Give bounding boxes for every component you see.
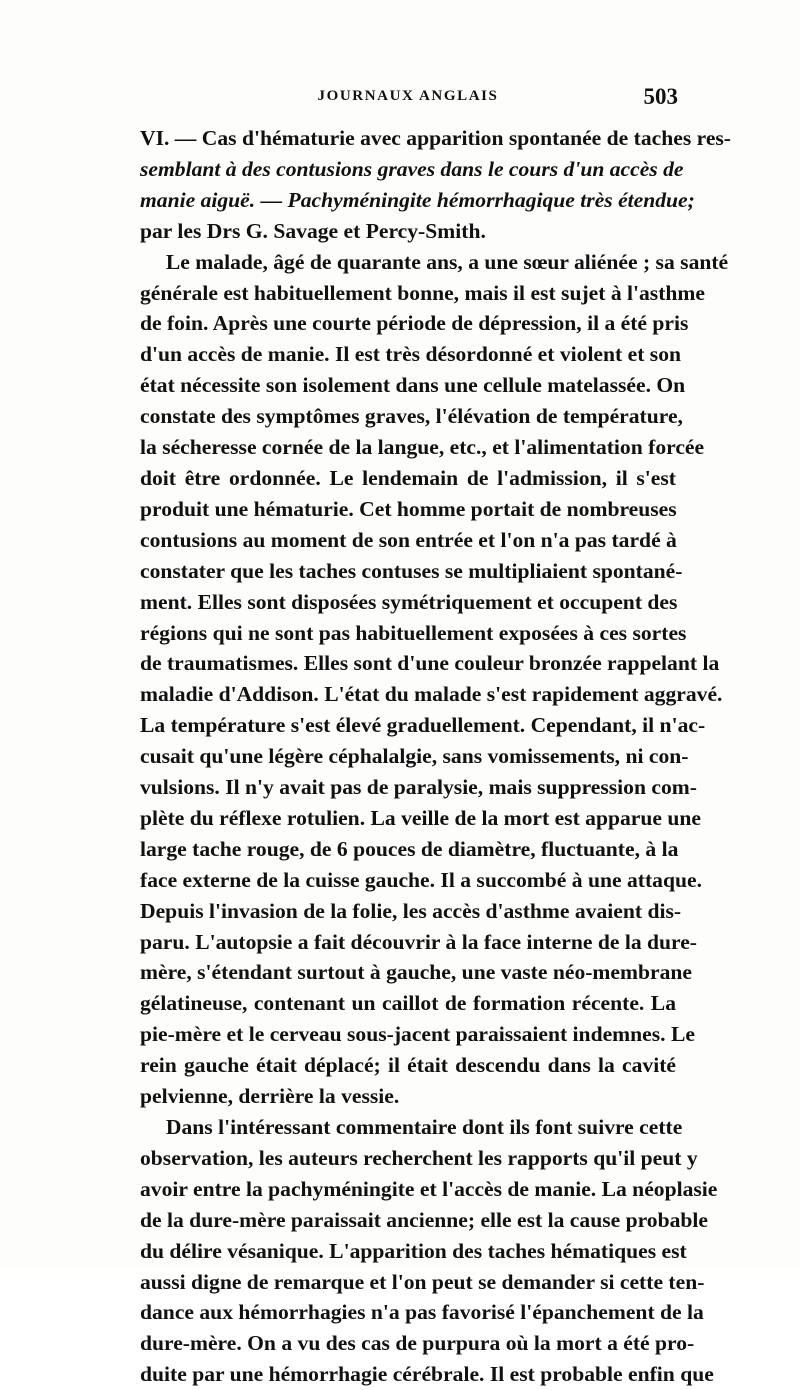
text-line: constate des symptômes graves, l'élévation de température, bbox=[140, 404, 683, 429]
text-line: pelvienne, derrière la vessie. bbox=[140, 1084, 400, 1109]
text-line: constater que les taches contuses se multipliaient spontané- bbox=[140, 558, 683, 583]
text-line: rein gauche était déplacé; il était descendu dans la cavité bbox=[140, 1053, 676, 1078]
article-heading bbox=[140, 123, 732, 247]
text-line: d'un accès de manie. Il est très désordonné et violent et son bbox=[140, 342, 682, 367]
text-line: générale est habituellement bonne, mais il est sujet à l'asthme bbox=[140, 280, 705, 305]
text-line: de la dure-mère paraissait ancienne; elle est la cause probable bbox=[140, 1207, 708, 1232]
text-line: doit être ordonnée. Le lendemain de l'admission, il s'est bbox=[140, 465, 676, 490]
text-line: cusait qu'une légère céphalalgie, sans vomissements, ni con- bbox=[140, 744, 689, 769]
text-line: duite par une hémorrhagie cérébrale. Il est probable enfin que bbox=[140, 1362, 714, 1387]
text-line: observation, les auteurs recherchent les rapports qu'il peut y bbox=[140, 1145, 698, 1170]
paragraph-case-report bbox=[140, 247, 729, 1112]
text-line: Dans l'intéressant commentaire dont ils font suivre cette bbox=[165, 1115, 683, 1139]
text-line: de foin. Après une courte période de dépression, il a été pris bbox=[140, 311, 689, 336]
running-title: JOURNAUX ANGLAIS bbox=[317, 88, 499, 104]
text-line: Depuis l'invasion de la folie, les accès d'asthme avaient dis- bbox=[140, 898, 682, 923]
text-line: état nécessite son isolement dans une cellule matelassée. On bbox=[140, 373, 686, 398]
text-line: dure-mère. On a vu des cas de purpura où la mort a été pro- bbox=[140, 1331, 695, 1356]
text-line: dance aux hémorrhagies n'a pas favorisé l'épanchement de la bbox=[140, 1300, 704, 1325]
text-line: La température s'est élevé graduellement. Cependant, il n'ac- bbox=[140, 713, 706, 738]
text-line: face externe de la cuisse gauche. Il a succombé à une attaque. bbox=[140, 867, 702, 892]
text-line: vulsions. Il n'y avait pas de paralysie, mais suppression com- bbox=[140, 775, 697, 800]
article-body bbox=[140, 123, 732, 1390]
paragraph-commentary bbox=[140, 1112, 718, 1390]
text-line: du délire vésanique. L'apparition des taches hématiques est bbox=[140, 1238, 687, 1263]
running-header bbox=[138, 84, 678, 120]
text-line: de traumatismes. Elles sont d'une couleur bronzée rappelant la bbox=[140, 651, 720, 676]
text-line: paru. L'autopsie a fait découvrir à la face interne de la dure- bbox=[140, 929, 697, 954]
text-line: la sécheresse cornée de la langue, etc., et l'alimentation forcée bbox=[140, 435, 705, 460]
text-line: maladie d'Addison. L'état du malade s'est rapidement aggravé. bbox=[140, 682, 723, 707]
text-line: contusions au moment de son entrée et l'on n'a pas tardé à bbox=[140, 527, 677, 552]
text-line: aussi digne de remarque et l'on peut se demander si cette ten- bbox=[140, 1269, 705, 1294]
text-line: plète du réflexe rotulien. La veille de la mort est apparue une bbox=[140, 805, 701, 830]
text-line: mère, s'étendant surtout à gauche, une vaste néo-membrane bbox=[140, 960, 692, 985]
heading-line: manie aiguë. — Pachyméningite hémorrhagique très étendue; bbox=[140, 187, 695, 212]
text-line: pie-mère et le cerveau sous-jacent paraissaient indemnes. Le bbox=[140, 1022, 695, 1047]
text-line: ment. Elles sont disposées symétriquement et occupent des bbox=[140, 589, 678, 614]
text-line: large tache rouge, de 6 pouces de diamètre, fluctuante, à la bbox=[140, 836, 679, 861]
page-number: 503 bbox=[643, 84, 678, 109]
text-line: produit une hématurie. Cet homme portait de nombreuses bbox=[140, 496, 677, 521]
text-line: gélatineuse, contenant un caillot de formation récente. La bbox=[140, 991, 676, 1016]
text-line: régions qui ne sont pas habituellement exposées à ces sortes bbox=[140, 620, 687, 645]
text-line: avoir entre la pachyméningite et l'accès de manie. La néoplasie bbox=[140, 1176, 718, 1201]
heading-line: VI. — Cas d'hématurie avec apparition spontanée de taches res- bbox=[140, 126, 732, 150]
heading-line: semblant à des contusions graves dans le cours d'un accès de bbox=[140, 156, 684, 181]
heading-line: par les Drs G. Savage et Percy-Smith. bbox=[140, 218, 486, 243]
text-line: Le malade, âgé de quarante ans, a une sœur aliénée ; sa santé bbox=[165, 249, 729, 274]
